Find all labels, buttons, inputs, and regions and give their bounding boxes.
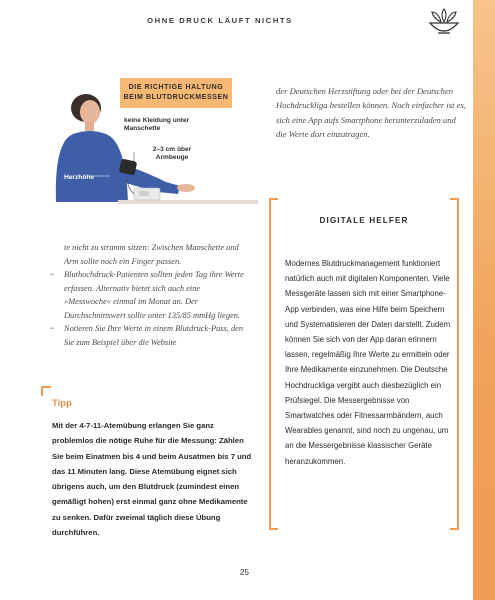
bullet-text-1: Bluthochdruck-Patienten sollten jeden Tag ihre Werte erfassen. Alternativ bietet sich auch eine »Messwoche« einmal im Monat an. Der Durchschnittswert sollte unter 135/85 mmHg liegen. [64,270,244,320]
page-number: 25 [240,568,249,577]
running-title: OHNE DRUCK LÄUFT NICHTS [147,16,293,25]
tip-bracket [41,386,51,396]
bowl-with-leaves-icon [427,8,461,38]
bullet-text-2: Notieren Sie Ihre Werte in einem Blutdruck-Pass, den Sie zum Beispiel über die Website [64,324,244,347]
annotation-distance: 2–3 cm über Armbeuge [152,146,192,161]
intro-paragraph: te nicht zu stramm sitzen: Zwischen Manschette und Arm sollte noch ein Finger passen. [64,243,239,266]
orange-side-stripe [473,0,495,600]
left-column-text [50,241,249,349]
bullet-marker: ~ [50,324,55,333]
annotation-heart: Herzhöhe [64,174,95,181]
bullet-item [50,322,249,349]
tip-body: Mit der 4-7-11-Atemübung erlangen Sie ganz problemlos die nötige Ruhe für die Messung: Zählen Sie beim Einatmen bis 4 und beim Ausatmen bis 7 und das 11 Minuten lang. Diese Atemübung eignet sich übrigens auch, um den Blutdruck (zumindest einen gemäßigt hohen) erst einmal ganz ohne Medikamente zu senken. Dafür zweimal täglich diese Übung durchführen. [52,421,252,538]
sidebar-title: DIGITALE HELFER [319,216,409,225]
bullet-item [50,268,249,322]
sidebar-body: Modernes Blutdruckmanagement funktioniert natürlich auch mit digitalen Komponenten. Viele Messgeräte lassen sich mit einer Smartphone-App verbinden, was eine Hilfe beim Speichern und Systematisieren der Daten darstellt. Zudem können Sie sich von der App daran erinnern lassen, regelmäßig Ihre Werte zu ermitteln oder Ihre Medikamente einzunehmen. Die Deutsche Hochdruckliga vergibt auch diesbezüglich ein Prüfsiegel. Die Messergebnisse von Smartwatches oder Fitnessarmbändern, auch Wearables genannt, sind noch zu ungenau, um an die Messergebnisse klassischer Geräte heranzukommen. [285,259,451,466]
figure-label: DIE RICHTIGE HALTUNG BEIM BLUTDRUCKMESSEN [120,78,232,108]
sidebar-left-bracket [269,198,278,530]
right-column-text: der Deutschen Herzstiftung oder bei der Deutschen Hochdruckliga bestellen können. Noch einfacher ist es, sich eine App aufs Smartphone herunterzuladen und die Werte dort einzutragen. [276,86,466,139]
tip-title: Tipp [52,398,72,409]
sidebar-right-bracket [450,198,459,530]
sidebar-box [269,198,459,526]
annotation-clothing: keine Kleidung unter Manschette [124,117,190,132]
bullet-marker: ~ [50,270,55,279]
